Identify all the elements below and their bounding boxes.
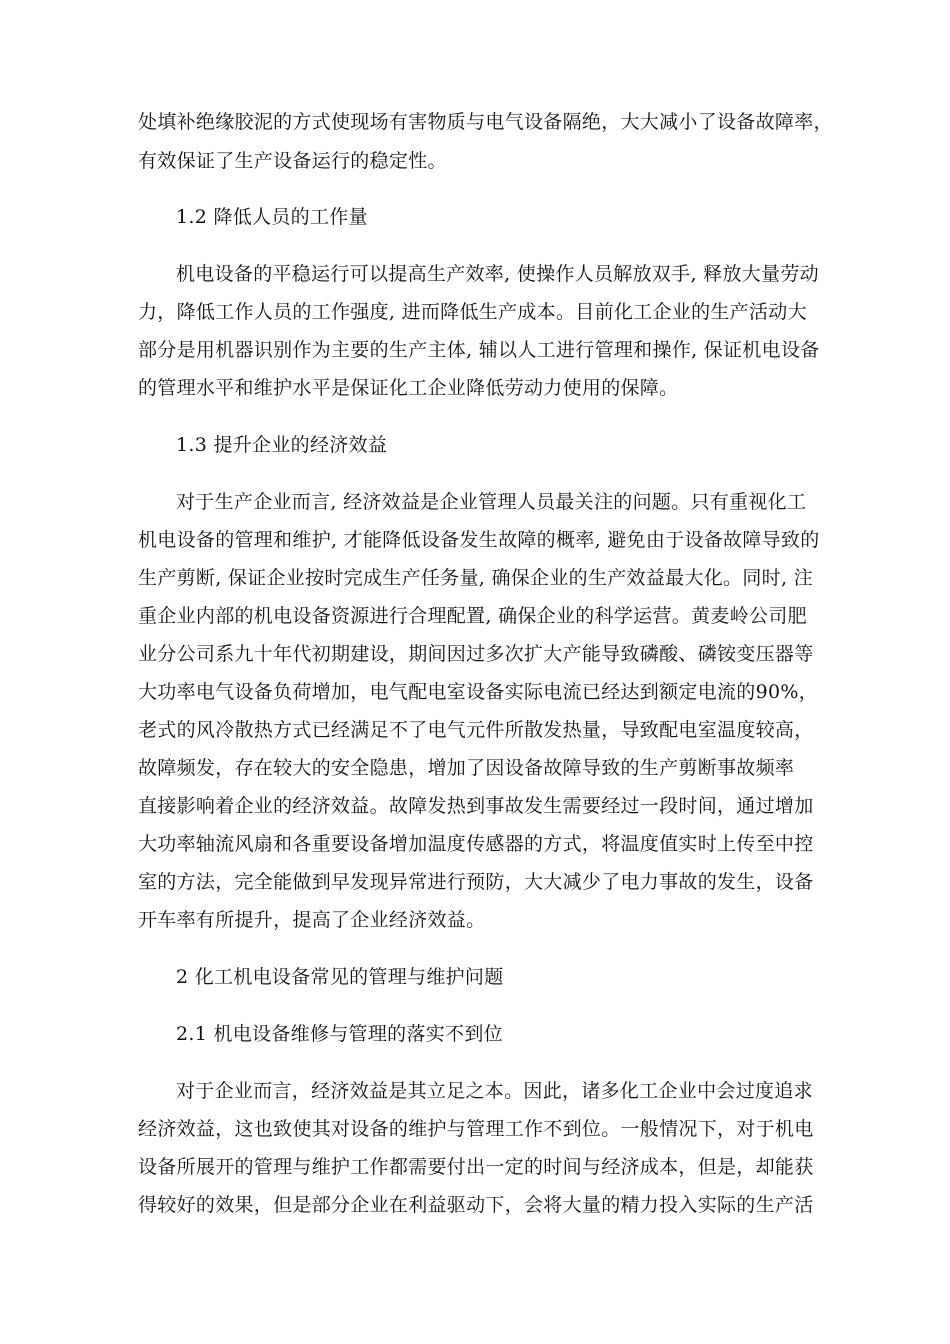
body-text-line: 开车率有所提升，提高了企业经济效益。 <box>138 909 486 931</box>
body-text-line: 得较好的效果，但是部分企业在利益驱动下，会将大量的精力投入实际的生产活 <box>138 1194 814 1216</box>
body-text-line: 部分是用机器识别作为主要的生产主体, 辅以人工进行管理和操作, 保证机电设备 <box>138 339 820 361</box>
body-text-line: 直接影响着企业的经济效益。故障发热到事故发生需要经过一段时间，通过增加 <box>138 795 814 817</box>
section-heading: 1.3 提升企业的经济效益 <box>176 434 388 456</box>
body-text-line: 处填补绝缘胶泥的方式使现场有害物质与电气设备隔绝，大大减小了设备故障率， <box>138 111 833 133</box>
body-text-line: 机电设备的管理和维护, 才能降低设备发生故障的概率, 避免由于设备故障导致的 <box>138 529 820 551</box>
body-text-line: 对于企业而言，经济效益是其立足之本。因此，诸多化工企业中会过度追求 <box>176 1080 813 1102</box>
body-text-line: 经济效益，这也致使其对设备的维护与管理工作不到位。一般情况下，对于机电 <box>138 1118 814 1140</box>
body-text-line: 大功率电气设备负荷增加，电气配电室设备实际电流已经达到额定电流的90%， <box>138 681 819 703</box>
body-text-line: 室的方法，完全能做到早发现异常进行预防，大大减少了电力事故的发生，设备 <box>138 871 814 893</box>
body-text-line: 生产剪断, 保证企业按时完成生产任务量, 确保企业的生产效益最大化。同时, 注 <box>138 567 813 589</box>
section-heading: 1.2 降低人员的工作量 <box>176 206 368 228</box>
body-text-line: 故障频发，存在较大的安全隐患，增加了因设备故障导致的生产剪断事故频率 <box>138 757 795 779</box>
body-text-line: 对于生产企业而言, 经济效益是企业管理人员最关注的问题。只有重视化工 <box>176 491 807 513</box>
body-text-line: 机电设备的平稳运行可以提高生产效率, 使操作人员解放双手, 释放大量劳动 <box>176 263 819 285</box>
body-text-line: 重企业内部的机电设备资源进行合理配置, 确保企业的科学运营。黄麦岭公司肥 <box>138 605 807 627</box>
body-text-line: 有效保证了生产设备运行的稳定性。 <box>138 150 447 172</box>
body-text-line: 老式的风冷散热方式已经满足不了电气元件所散发热量，导致配电室温度较高， <box>138 719 814 741</box>
body-text-line: 设备所展开的管理与维护工作都需要付出一定的时间与经济成本，但是，却能获 <box>138 1156 814 1178</box>
body-text-line: 大功率轴流风扇和各重要设备增加温度传感器的方式，将温度值实时上传至中控 <box>138 833 814 855</box>
body-text-line: 力，降低工作人员的工作强度, 进而降低生产成本。目前化工企业的生产活动大 <box>138 301 807 323</box>
section-heading: 2 化工机电设备常见的管理与维护问题 <box>176 966 504 988</box>
section-heading: 2.1 机电设备维修与管理的落实不到位 <box>176 1023 503 1045</box>
body-text-line: 业分公司系九十年代初期建设，期间因过多次扩大产能导致磷酸、磷铵变压器等 <box>138 643 814 665</box>
body-text-line: 的管理水平和维护水平是保证化工企业降低劳动力使用的保障。 <box>138 377 679 399</box>
